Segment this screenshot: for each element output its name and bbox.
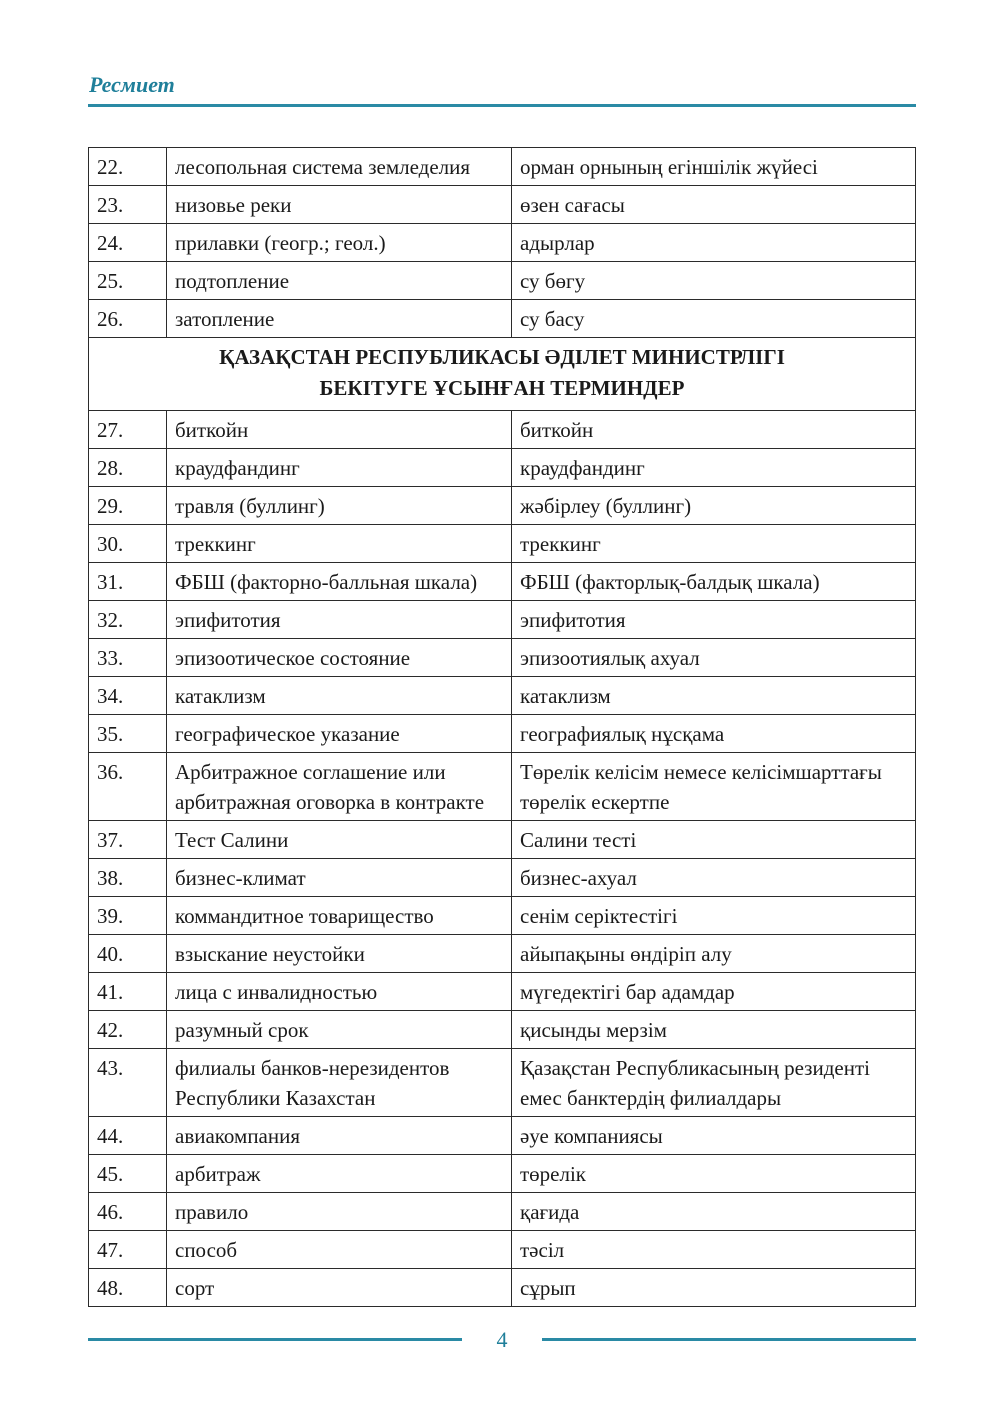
table-row <box>89 1011 916 1049</box>
term-number: 34. <box>89 677 167 715</box>
table-row <box>89 262 916 300</box>
term-russian: сорт <box>167 1269 512 1307</box>
term-russian: низовье реки <box>167 186 512 224</box>
term-russian: правило <box>167 1193 512 1231</box>
table-row <box>89 677 916 715</box>
term-kazakh: треккинг <box>512 525 916 563</box>
term-number: 31. <box>89 563 167 601</box>
section-heading <box>89 338 916 411</box>
term-kazakh: қисынды мерзім <box>512 1011 916 1049</box>
table-row <box>89 1155 916 1193</box>
term-number: 27. <box>89 411 167 449</box>
term-kazakh: тәсіл <box>512 1231 916 1269</box>
terms-table <box>88 147 916 1307</box>
term-russian: ФБШ (факторно-балльная шкала) <box>167 563 512 601</box>
table-row <box>89 224 916 262</box>
table-row <box>89 753 916 821</box>
term-number: 42. <box>89 1011 167 1049</box>
term-russian: лесопольная система земледелия <box>167 148 512 186</box>
term-russian: Арбитражное соглашение или арбитражная оговорка в контракте <box>167 753 512 821</box>
term-russian: Тест Салини <box>167 821 512 859</box>
table-row <box>89 821 916 859</box>
term-number: 28. <box>89 449 167 487</box>
term-kazakh: адырлар <box>512 224 916 262</box>
term-russian: способ <box>167 1231 512 1269</box>
table-row <box>89 897 916 935</box>
table-row <box>89 935 916 973</box>
term-russian: разумный срок <box>167 1011 512 1049</box>
terms-table-section <box>89 338 916 411</box>
term-russian: подтопление <box>167 262 512 300</box>
term-kazakh: бизнес-ахуал <box>512 859 916 897</box>
term-russian: прилавки (геогр.; геол.) <box>167 224 512 262</box>
term-kazakh: географиялық нұсқама <box>512 715 916 753</box>
table-row <box>89 1193 916 1231</box>
table-row <box>89 525 916 563</box>
term-number: 41. <box>89 973 167 1011</box>
header-divider <box>88 104 916 107</box>
term-number: 38. <box>89 859 167 897</box>
term-number: 44. <box>89 1117 167 1155</box>
term-kazakh: өзен сағасы <box>512 186 916 224</box>
term-russian: травля (буллинг) <box>167 487 512 525</box>
table-row <box>89 148 916 186</box>
terms-table-body-top <box>89 148 916 338</box>
term-number: 40. <box>89 935 167 973</box>
term-russian: эпифитотия <box>167 601 512 639</box>
term-russian: бизнес-климат <box>167 859 512 897</box>
term-number: 22. <box>89 148 167 186</box>
term-number: 35. <box>89 715 167 753</box>
table-row <box>89 1117 916 1155</box>
table-row <box>89 487 916 525</box>
term-kazakh: ФБШ (факторлық-балдық шкала) <box>512 563 916 601</box>
term-number: 33. <box>89 639 167 677</box>
table-row <box>89 1269 916 1307</box>
table-row <box>89 300 916 338</box>
table-row <box>89 449 916 487</box>
table-row <box>89 563 916 601</box>
term-russian: взыскание неустойки <box>167 935 512 973</box>
term-number: 37. <box>89 821 167 859</box>
term-kazakh: әуе компаниясы <box>512 1117 916 1155</box>
term-kazakh: катаклизм <box>512 677 916 715</box>
term-kazakh: биткойн <box>512 411 916 449</box>
term-kazakh: Салини тесті <box>512 821 916 859</box>
term-number: 36. <box>89 753 167 821</box>
term-russian: филиалы банков-нерезидентов Республики Казахстан <box>167 1049 512 1117</box>
table-row <box>89 601 916 639</box>
term-kazakh: сұрып <box>512 1269 916 1307</box>
section-heading-line-2: БЕКІТУГЕ ҰСЫНҒАН ТЕРМИНДЕР <box>319 376 685 400</box>
table-row <box>89 973 916 1011</box>
term-kazakh: су бөгу <box>512 262 916 300</box>
term-number: 39. <box>89 897 167 935</box>
terms-table-body-bottom <box>89 411 916 1307</box>
term-kazakh: Төрелік келісім немесе келісімшарттағы төрелік ескертпе <box>512 753 916 821</box>
table-row <box>89 1231 916 1269</box>
term-russian: затопление <box>167 300 512 338</box>
term-russian: географическое указание <box>167 715 512 753</box>
section-heading-row <box>89 338 916 411</box>
term-kazakh: айыпақыны өндіріп алу <box>512 935 916 973</box>
term-kazakh: жәбірлеу (буллинг) <box>512 487 916 525</box>
term-number: 24. <box>89 224 167 262</box>
term-russian: арбитраж <box>167 1155 512 1193</box>
term-kazakh: мүгедектігі бар адамдар <box>512 973 916 1011</box>
term-kazakh: эпизоотиялық ахуал <box>512 639 916 677</box>
term-number: 46. <box>89 1193 167 1231</box>
term-kazakh: төрелік <box>512 1155 916 1193</box>
table-row <box>89 715 916 753</box>
table-row <box>89 186 916 224</box>
footer-divider-right <box>542 1338 916 1341</box>
term-number: 32. <box>89 601 167 639</box>
running-header-title: Ресмиет <box>89 72 175 97</box>
term-russian: треккинг <box>167 525 512 563</box>
term-russian: коммандитное товарищество <box>167 897 512 935</box>
term-russian: эпизоотическое состояние <box>167 639 512 677</box>
term-number: 45. <box>89 1155 167 1193</box>
table-row <box>89 639 916 677</box>
term-kazakh: Қазақстан Республикасының резиденті емес банктердің филиалдары <box>512 1049 916 1117</box>
term-kazakh: эпифитотия <box>512 601 916 639</box>
term-number: 48. <box>89 1269 167 1307</box>
table-row <box>89 1049 916 1117</box>
term-number: 25. <box>89 262 167 300</box>
page-number: 4 <box>496 1327 508 1352</box>
section-heading-line-1: ҚАЗАҚСТАН РЕСПУБЛИКАСЫ ӘДІЛЕТ МИНИСТРЛІГІ <box>219 345 785 369</box>
term-number: 30. <box>89 525 167 563</box>
term-kazakh: краудфандинг <box>512 449 916 487</box>
table-row <box>89 859 916 897</box>
term-russian: катаклизм <box>167 677 512 715</box>
term-russian: биткойн <box>167 411 512 449</box>
term-number: 43. <box>89 1049 167 1117</box>
term-russian: лица с инвалидностью <box>167 973 512 1011</box>
term-russian: краудфандинг <box>167 449 512 487</box>
term-russian: авиакомпания <box>167 1117 512 1155</box>
term-number: 47. <box>89 1231 167 1269</box>
term-kazakh: сенім серіктестігі <box>512 897 916 935</box>
table-row <box>89 411 916 449</box>
term-number: 23. <box>89 186 167 224</box>
term-kazakh: қағида <box>512 1193 916 1231</box>
term-number: 26. <box>89 300 167 338</box>
term-kazakh: орман орнының егіншілік жүйесі <box>512 148 916 186</box>
term-kazakh: су басу <box>512 300 916 338</box>
footer-divider-left <box>88 1338 462 1341</box>
term-number: 29. <box>89 487 167 525</box>
